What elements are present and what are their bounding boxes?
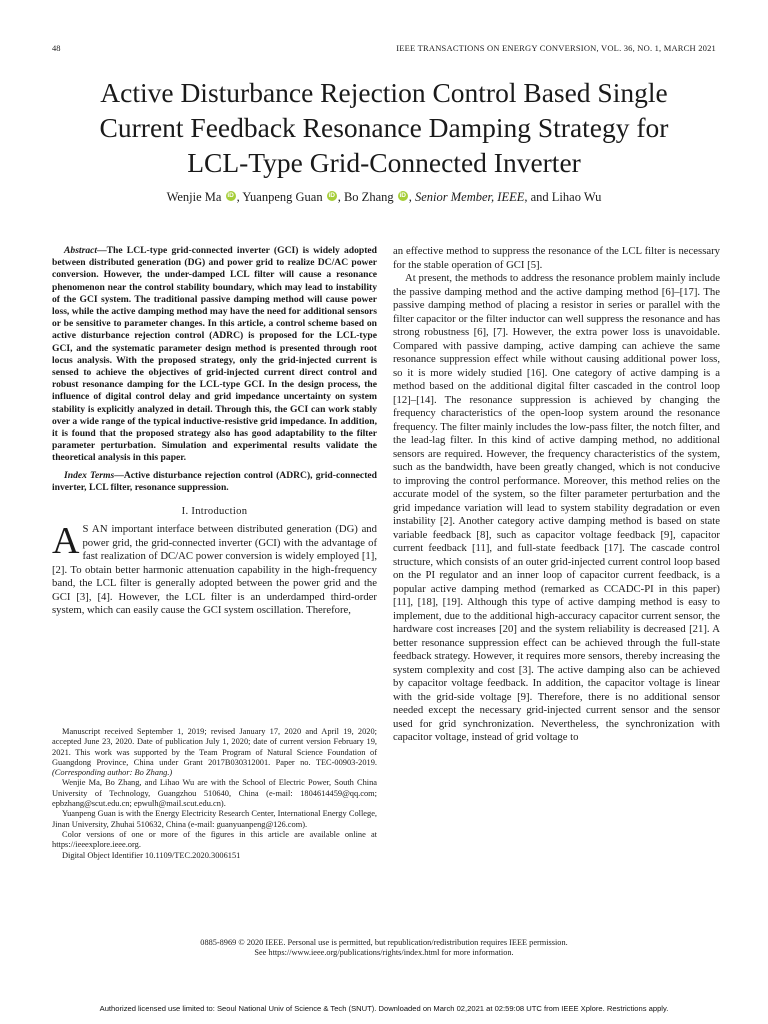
introduction-body [52, 520, 377, 618]
paragraph: an effective method to suppress the resonance of the LCL filter is necessary for the stable operation of GCI [5]. [393, 245, 720, 271]
footnote-affiliation: Wenjie Ma, Bo Zhang, and Lihao Wu are with the School of Electric Power, South China University of Technology, Guangzhou 510640, China (e-mail: 1804614459@qq.com; epbzhang@scut.edu.cn; epwulh@mail.scut.edu.cn). [52, 778, 377, 809]
author-separator: , [337, 190, 344, 204]
running-header: IEEE TRANSACTIONS ON ENERGY CONVERSION, VOL. 36, NO. 1, MARCH 2021 [396, 43, 716, 53]
title-line: Current Feedback Resonance Damping Strategy for [99, 112, 669, 143]
author-separator: , [236, 190, 243, 204]
section-heading-introduction: I. Introduction [181, 506, 248, 518]
page-number: 48 [52, 43, 61, 53]
author-name: Yuanpeng Guan [242, 190, 323, 204]
author-separator: , and [524, 190, 552, 204]
license-notice: Authorized licensed use limited to: Seoul National Univ of Science & Tech (SNUT). Downloaded on March 02,2021 at 02:59:08 UTC from IEEE Xplore. Restrictions apply. [99, 1004, 669, 1013]
footnote-affiliation: Yuanpeng Guan is with the Energy Electricity Research Center, International Energy College, Jinan University, Zhuhai 510632, China (e-mail: guanyuanpeng@126.com). [52, 809, 377, 829]
index-terms-label: Index Terms [64, 469, 115, 481]
first-word: S AN [82, 523, 108, 536]
abstract [52, 245, 377, 465]
orcid-icon[interactable]: iD [328, 192, 335, 199]
paragraph-text: important interface between distributed generation (DG) and power grid, the grid-connected inverter (GCI) with the advantage of fast realization of DC/AC power conversion is widely employed [1], [2]. To obtain better harmonic attenuation capability in the high-frequency band, the LCL filter is generally adopted between the power grid and the GCI [3], [4]. However, the LCL filter is an underdamped third-order system, which can easily cause the GCI system oscillation. Therefore, [52, 523, 377, 617]
index-terms [52, 470, 377, 494]
footnotes [52, 727, 377, 861]
drop-cap: A [52, 520, 80, 563]
paragraph: At present, the methods to address the resonance problem mainly include the passive damping method and the active damping method [6]–[17]. The passive damping method of placing a resistor in series or parallel with the filter capacitor or the filter inductor can well suppress the resonance and has strong robustness [6], [7]. However, the extra power loss is unavoidable. Compared with passive damping, active damping can achieve the same resonance suppression effect while without causing additional power loss, so it is more widely studied [16]. One category of active damping is a method based on the additional digital filter cascaded in the control loop [12]–[14]. The resonance suppression is achieved by changing the frequency characteristics of the open-loop system around the resonance frequency. The filter mainly includes the low-pass filter, the notch filter, and the lead-lag filter. In this kind of active damping method, no additional sensors are required. However, the frequency characteristics of the system, such as the bandwidth, have been greatly changed, which is not conducive to improving the control performance. Moreover, this method relies on the accurate model of the system, so the filter parameter perturbation and the grid impedance variation will lead to system stability degradation or even instability [2]. Another category active damping method is based on state variable feedback [8], such as capacitor voltage feedback [9], capacitor current feedback [11], and full-state feedback [17]. The cascade control structure, which consists of an outer grid-injected current control loop based on the PI regulator and an inner loop of capacitor current feedback, is a popular active damping method (remarked as CCADC-PI in this paper) [11], [18], [19]. Although this type of active damping method is easy to implement, due to the additional high-accuracy capacitor current sensor, the hardware cost increases [20] and the system reliability is decreased [21]. A better resonance suppression effect can be achieved through the full-state feedback strategy. However, it requires more sensors, thereby increasing the system complexity and cost [3]. The active damping also can be achieved by capacitor voltage feedback. In addition, the capacitor voltage is linear with the grid-side voltage [9]. Therefore, there is no additional sensor needed except the necessary grid-injected current sensor and the sensor used for grid synchronization. Nevertheless, the synchronization with capacitor voltage, instead of grid voltage to [393, 272, 720, 743]
author-name: Wenjie Ma [166, 190, 222, 204]
author-membership: Senior Member, IEEE [415, 190, 525, 204]
right-column [393, 245, 720, 745]
title-line: Active Disturbance Rejection Control Based Single [100, 77, 668, 108]
paper-title [40, 75, 728, 180]
paragraph [52, 520, 377, 618]
orcid-icon[interactable]: iD [227, 192, 234, 199]
copyright-line: See https://www.ieee.org/publications/rights/index.html for more information. [254, 948, 514, 958]
abstract-text: —The LCL-type grid-connected inverter (GCI) is widely adopted between distributed generation (DG) and power grid to realize DC/AC power conversion. However, the under-damped LCL filter will cause a resonance phenomenon near the control stability boundary, which may lead to instability of the GCI system. The traditional passive damping method will cause power loss, while the active damping method may have the need for additional sensors or be sensitive to parameter changes. In this article, a control scheme based on active disturbance rejection control (ADRC) is proposed for the LCL-type GCI, and the systematic parameter design method is presented through root locus analysis. With the proposed strategy, only the grid-injected current is sensed to achieve the objectives of grid-injected current direct control and robust resonance damping for the LCL-type GCI. In the design process, the influence of digital control delay and grid impedance uncertainty on system stability is explicitly analyzed in detail. Through this, the GCI can work stably over a wide range of the typical inductive-resistive grid impedance. In addition, it is found that the proposed strategy also has good adaptability to the filter parameter perturbation. Simulation and experimental results validate the theoretical analysis in this paper. [52, 245, 377, 464]
copyright-notice [40, 938, 728, 959]
index-terms-text: —Active disturbance rejection control (ADRC), grid-connected inverter, LCL filter, resonance suppression. [52, 469, 377, 493]
footnote-manuscript: Manuscript received September 1, 2019; revised January 17, 2020 and April 19, 2020; accepted June 23, 2020. Date of publication July 1, 2020; date of current version February 19, 2021. This work was supported by the Team Program of Natural Science Foundation of Guangdong Province, China under Grant 2017B030312001. Paper no. TEC-00903-2019. (Corresponding author: Bo Zhang.) [52, 727, 377, 778]
orcid-icon[interactable]: iD [399, 192, 406, 199]
abstract-label: Abstract [64, 245, 98, 256]
author-separator: , [408, 190, 415, 204]
author-list [40, 190, 728, 205]
copyright-line: 0885-8969 © 2020 IEEE. Personal use is permitted, but republication/redistribution requires IEEE permission. [200, 938, 568, 947]
footnote-doi: Digital Object Identifier 10.1109/TEC.2020.3006151 [62, 850, 241, 860]
author-name: Bo Zhang [343, 190, 394, 204]
left-column [52, 245, 377, 618]
title-line: LCL-Type Grid-Connected Inverter [187, 147, 581, 178]
author-name: Lihao Wu [551, 190, 602, 204]
footnote-color-figures: Color versions of one or more of the figures in this article are available online at https://ieeexplore.ieee.org. [52, 829, 377, 850]
corresponding-author: (Corresponding author: Bo Zhang.) [52, 768, 173, 778]
